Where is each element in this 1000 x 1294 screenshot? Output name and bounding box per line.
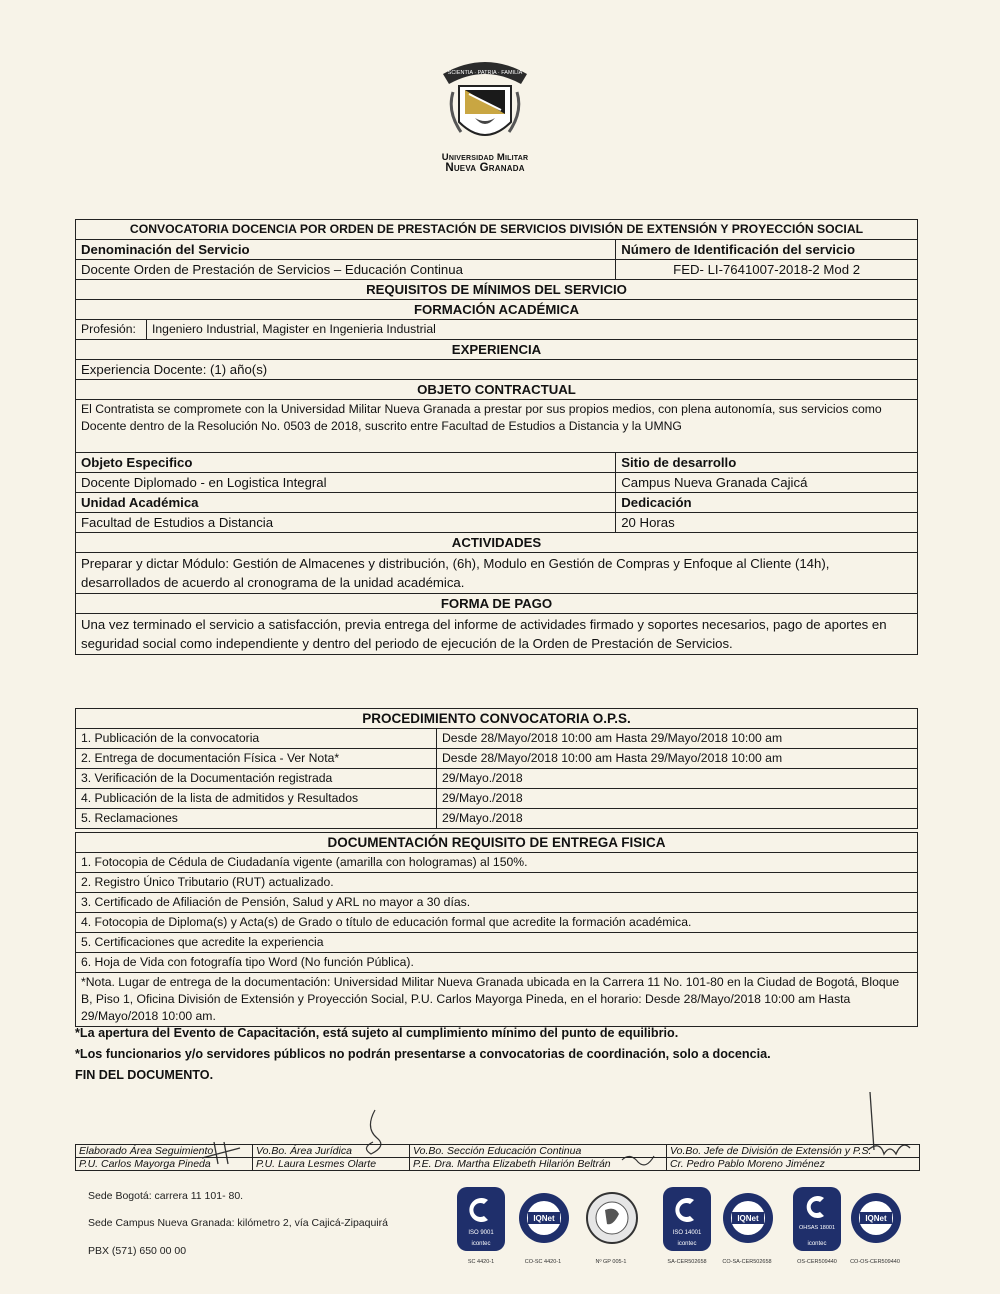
object-title: OBJETO CONTRACTUAL <box>76 380 918 400</box>
footer-phone: PBX (571) 650 00 00 <box>88 1245 187 1257</box>
procedure-date: Desde 28/Mayo/2018 10:00 am Hasta 29/Mayo/2018 10:00 am <box>437 729 918 749</box>
note-public-servants: *Los funcionarios y/o servidores públicos no podrán presentarse a convocatorias de coordinación, solo a docencia. <box>75 1047 771 1061</box>
badge-code: SA-CER502658 <box>667 1259 707 1265</box>
iqnet-seal-icon <box>721 1186 775 1252</box>
list-item: 1. Fotocopia de Cédula de Ciudadanía vigente (amarilla con hologramas) al 150%. <box>76 853 918 873</box>
payment-title: FORMA DE PAGO <box>76 594 918 614</box>
procedure-step: 3. Verificación de la Documentación registrada <box>76 769 437 789</box>
badge-label: IQNet <box>533 1214 555 1223</box>
activities-text: Preparar y dictar Módulo: Gestión de Almacenes y distribución, (6h), Modulo en Gestión de Compras y Enfoque al Cliente (14h), desarrollados de acuerdo al cronograma de la unidad académica. <box>76 553 918 594</box>
certification-badge <box>849 1186 901 1265</box>
experience-value: Experiencia Docente: (1) año(s) <box>76 360 918 380</box>
list-item: 3. Certificado de Afiliación de Pensión, Salud y ARL no mayor a 30 días. <box>76 893 918 913</box>
table-row <box>76 789 918 809</box>
svg-text:icontec: icontec <box>677 1241 697 1247</box>
activities-title: ACTIVIDADES <box>76 533 918 553</box>
profession-label: Profesión: <box>76 320 147 340</box>
specific-object-label: Objeto Especifico <box>76 453 616 473</box>
payment-text: Una vez terminado el servicio a satisfacción, previa entrega del informe de actividades firmado y soportes necesarios, pago de aportes en seguridad social como independiente y dentro del periodo de ejecución de la Orden de Prestación de Servicios. <box>76 614 918 655</box>
site-label: Sitio de desarrollo <box>616 453 918 473</box>
signature-name: P.E. Dra. Martha Elizabeth Hilarión Beltrán <box>410 1158 667 1171</box>
badge-code: Nº GP 005-1 <box>595 1259 627 1265</box>
gp-seal-icon <box>585 1186 639 1252</box>
signature-role: Vo.Bo. Jefe de División de Extensión y P.S. <box>667 1145 920 1158</box>
signature-name: Cr. Pedro Pablo Moreno Jiménez <box>667 1158 920 1171</box>
object-text: El Contratista se compromete con la Universidad Militar Nueva Granada a prestar por sus propios medios, con plena autonomía, sus servicios como Docente dentro de la Resolución No. 0503 de 2018, suscrito entre Facultad de Estudios a Distancia y la UMNG <box>76 400 918 453</box>
documentation-table <box>75 832 918 1027</box>
university-name-line2: Nueva Granada <box>445 162 525 174</box>
service-table <box>75 219 918 655</box>
badge-label: ISO 14001 <box>672 1230 702 1236</box>
icontec-seal-icon <box>456 1186 506 1252</box>
dedication-label: Dedicación <box>616 493 918 513</box>
end-of-document: FIN DEL DOCUMENTO. <box>75 1068 214 1082</box>
service-name-label: Denominación del Servicio <box>76 240 616 260</box>
procedure-date: 29/Mayo./2018 <box>437 809 918 829</box>
svg-text:icontec: icontec <box>471 1241 491 1247</box>
academic-title: FORMACIÓN ACADÉMICA <box>76 300 918 320</box>
certification-badge <box>721 1186 773 1265</box>
procedure-step: 4. Publicación de la lista de admitidos y Resultados <box>76 789 437 809</box>
procedure-date: 29/Mayo./2018 <box>437 769 918 789</box>
docs-note: *Nota. Lugar de entrega de la documentación: Universidad Militar Nueva Granada ubicada en la Carrera 11 No. 101-80 en la Ciudad de Bogotá, Bloque B, Piso 1, Oficina División de Extensión y Proyección Social, P.U. Carlos Mayorga Pineda, en el horario: Desde 28/Mayo/2018 10:00 am Hasta 29/Mayo/2018 10:00 am. <box>76 973 918 1027</box>
table-row <box>76 729 918 749</box>
unit-label: Unidad Académica <box>76 493 616 513</box>
signature-role: Vo.Bo. Sección Educación Continua <box>410 1145 667 1158</box>
service-id-label: Número de Identificación del servicio <box>616 240 918 260</box>
badge-label: IQNet <box>737 1214 759 1223</box>
list-item: 2. Registro Único Tributario (RUT) actualizado. <box>76 873 918 893</box>
crest-motto: SCIENTIA · PATRIA · FAMILIA <box>447 70 523 76</box>
dedication-value: 20 Horas <box>616 513 918 533</box>
footer-address-bogota: Sede Bogotá: carrera 11 101- 80. <box>88 1190 244 1202</box>
site-value: Campus Nueva Granada Cajicá <box>616 473 918 493</box>
certification-badge <box>585 1186 637 1265</box>
certification-badge <box>661 1186 713 1265</box>
university-crest-icon <box>435 52 535 152</box>
experience-title: EXPERIENCIA <box>76 340 918 360</box>
table-row <box>76 809 918 829</box>
requirements-title: REQUISITOS DE MÍNIMOS DEL SERVICIO <box>76 280 918 300</box>
certification-badge <box>455 1186 507 1265</box>
profession-value: Ingeniero Industrial, Magister en Ingenieria Industrial <box>147 320 918 340</box>
procedure-date: 29/Mayo./2018 <box>437 789 918 809</box>
signature-role: Elaborado Área Seguimiento <box>76 1145 253 1158</box>
badge-code: CO-SC 4420-1 <box>524 1259 562 1265</box>
icontec-seal-icon <box>792 1186 842 1252</box>
procedure-step: 1. Publicación de la convocatoria <box>76 729 437 749</box>
certification-badge <box>517 1186 569 1265</box>
procedure-title: PROCEDIMIENTO CONVOCATORIA O.P.S. <box>76 709 918 729</box>
icontec-seal-icon <box>662 1186 712 1252</box>
badge-code: OS-CER509440 <box>797 1259 837 1265</box>
certification-badges <box>455 1186 915 1271</box>
procedure-table <box>75 708 918 829</box>
university-logo <box>430 52 540 174</box>
unit-value: Facultad de Estudios a Distancia <box>76 513 616 533</box>
footer-address-campus: Sede Campus Nueva Granada: kilómetro 2, vía Cajicá-Zipaquirá <box>88 1217 388 1229</box>
signature-name: P.U. Carlos Mayorga Pineda <box>76 1158 253 1171</box>
approval-signatures <box>75 1144 920 1171</box>
iqnet-seal-icon <box>849 1186 903 1252</box>
svg-text:icontec: icontec <box>807 1241 827 1247</box>
closing-notes <box>75 1023 771 1086</box>
signature-role: Vo.Bo. Área Jurídica <box>253 1145 410 1158</box>
table-row <box>76 749 918 769</box>
signature-name: P.U. Laura Lesmes Olarte <box>253 1158 410 1171</box>
docs-title: DOCUMENTACIÓN REQUISITO DE ENTREGA FISICA <box>76 833 918 853</box>
list-item: 5. Certificaciones que acredite la experiencia <box>76 933 918 953</box>
procedure-step: 5. Reclamaciones <box>76 809 437 829</box>
badge-code: CO-OS-CER509440 <box>850 1259 900 1265</box>
document-title: CONVOCATORIA DOCENCIA POR ORDEN DE PRESTACIÓN DE SERVICIOS DIVISIÓN DE EXTENSIÓN Y PROYECCIÓN SOCIAL <box>76 220 918 240</box>
list-item: 4. Fotocopia de Diploma(s) y Acta(s) de Grado o título de educación formal que acredite la formación académica. <box>76 913 918 933</box>
badge-label: OHSAS 18001 <box>798 1225 836 1231</box>
table-row <box>76 769 918 789</box>
list-item: 6. Hoja de Vida con fotografía tipo Word (No función Pública). <box>76 953 918 973</box>
badge-code: SC 4420-1 <box>467 1259 495 1265</box>
badge-label: ISO 9001 <box>468 1230 494 1236</box>
badge-label: IQNet <box>865 1214 887 1223</box>
specific-object-value: Docente Diplomado - en Logistica Integral <box>76 473 616 493</box>
service-name: Docente Orden de Prestación de Servicios – Educación Continua <box>76 260 616 280</box>
procedure-step: 2. Entrega de documentación Física - Ver Nota* <box>76 749 437 769</box>
badge-code: CO-SA-CER502658 <box>722 1259 772 1265</box>
note-equilibrium: *La apertura del Evento de Capacitación, está sujeto al cumplimiento mínimo del punto de equilibrio. <box>75 1026 679 1040</box>
university-name-line1: Universidad Militar <box>441 152 529 163</box>
certification-badge <box>791 1186 843 1265</box>
procedure-date: Desde 28/Mayo/2018 10:00 am Hasta 29/Mayo/2018 10:00 am <box>437 749 918 769</box>
iqnet-seal-icon <box>517 1186 571 1252</box>
service-id: FED- LI-7641007-2018-2 Mod 2 <box>616 260 918 280</box>
